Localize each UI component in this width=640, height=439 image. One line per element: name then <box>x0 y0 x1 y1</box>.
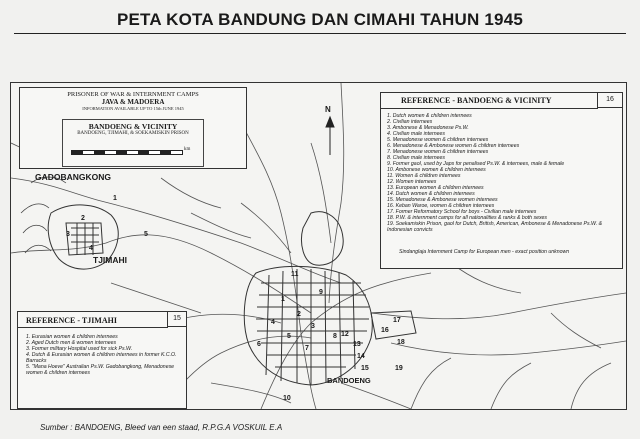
reference-tjimahi-rule <box>18 327 168 328</box>
north-arrow <box>326 117 334 155</box>
reference-item: 3. Ambonese & Menadonese Ps.W. <box>387 125 469 131</box>
map-number: 12 <box>341 331 349 338</box>
reference-item: 7. Menadonese women & children internees <box>387 149 489 155</box>
reference-item: 14. Dutch women & children internees <box>387 191 475 197</box>
reference-bandoeng-title: REFERENCE - BANDOENG & VICINITY <box>401 96 552 105</box>
road <box>191 213 251 238</box>
reference-bandoeng-list <box>387 113 615 233</box>
header-line3: INFORMATION AVAILABLE UP TO 15th JUNE 1945 <box>82 106 184 111</box>
reference-item: 11. Women & children internees <box>387 173 461 179</box>
map-number: 17 <box>393 317 401 324</box>
map-number: 18 <box>397 339 405 346</box>
road <box>161 178 221 208</box>
reference-item: 10. Ambonese women & children internees <box>387 167 486 173</box>
road <box>211 383 291 403</box>
reference-tjimahi-list <box>26 334 181 376</box>
map-number: 7 <box>305 345 309 352</box>
map-number: 2 <box>297 311 301 318</box>
reference-item: 6. Menadonese & Ambonese women & children internees <box>387 143 520 149</box>
reference-item: 1. Eurasian women & children internees <box>26 334 118 340</box>
reference-item: 16. Keban Waroe, women & children internees <box>387 203 495 209</box>
road <box>111 283 201 313</box>
map-number: 16 <box>381 327 389 334</box>
map-number: 4 <box>271 319 275 326</box>
map-number: 5 <box>144 231 148 238</box>
map-frame <box>10 82 627 410</box>
subbox-title: BANDOENG & VICINITY <box>88 122 178 131</box>
reference-bandoeng-note: Sindanglaja Internment Camp for European men - exact position unknown <box>399 249 570 255</box>
terrain <box>21 204 51 253</box>
reference-item: 3. Former military Hospital used for sick Ps.W. <box>26 346 133 352</box>
header-subbox <box>62 119 204 167</box>
map-number: 10 <box>283 395 291 402</box>
map-number: 2 <box>81 215 85 222</box>
reference-item: 4. Dutch & Eurasian women & children internees in former K.C.O. Barracks <box>26 352 177 364</box>
header-line2: JAVA & MADOERA <box>101 98 165 106</box>
map-number: 13 <box>353 341 361 348</box>
map-number: 9 <box>319 289 323 296</box>
map-number: 5 <box>287 333 291 340</box>
road <box>371 293 626 319</box>
north-label: N <box>325 105 331 114</box>
road <box>551 313 601 348</box>
map-number: 6 <box>257 341 261 348</box>
reference-item: 8. Civilian male internees <box>387 155 445 161</box>
scale-bar <box>71 150 183 155</box>
source-caption: Sumber : BANDOENG, Bleed van een staad, R.P.G.A VOSKUIL E.A <box>40 423 283 432</box>
map-number: 14 <box>357 353 365 360</box>
reference-item: 17. Former Reformatory School for boys - Civilian male internees <box>387 209 537 215</box>
road <box>411 358 451 409</box>
road <box>571 363 611 409</box>
map-number: 4 <box>89 245 93 252</box>
place-label-tjimahi: TJIMAHI <box>93 255 127 265</box>
road <box>391 341 626 355</box>
reference-item: 4. Civilian male internees <box>387 131 445 137</box>
reference-item: 5. "Mana Hoeve" Australian Ps.W. Gadobangkong, Menadonese women & children internees <box>26 364 175 376</box>
reference-item: 13. European women & children internees <box>387 185 484 191</box>
reference-item: 19. Soekamiskin Prison, gaol for Dutch, British, American, Ambonese & Menadonese Ps.W. & Indonesian convicts <box>387 221 603 233</box>
road <box>491 363 531 409</box>
reference-bandoeng-rule <box>381 108 598 109</box>
north-district <box>302 212 344 265</box>
map-number: 1 <box>113 195 117 202</box>
map-number: 15 <box>361 365 369 372</box>
tjimahi-grid <box>71 223 99 255</box>
road <box>11 178 341 283</box>
map-number: 3 <box>311 323 315 330</box>
map-number: 8 <box>333 333 337 340</box>
reference-item: 5. Menadonese women & children internees <box>387 137 489 143</box>
road <box>341 383 411 409</box>
reference-item: 18. P.W. & internment camps for all nationalities & ranks & both sexes <box>387 215 548 221</box>
scale-unit: km <box>184 147 191 152</box>
reference-bandoeng-number: 16 <box>597 93 622 108</box>
reference-item: 15. Menadonese & Ambonese women internees <box>387 197 498 203</box>
road <box>261 273 431 409</box>
legend-header-box <box>19 87 247 169</box>
title-underline <box>14 33 626 34</box>
road <box>311 143 331 243</box>
header-line1: PRISONER OF WAR & INTERNMENT CAMPS <box>67 91 199 98</box>
map-number: 19 <box>395 365 403 372</box>
reference-tjimahi-box <box>17 311 187 409</box>
page-title: PETA KOTA BANDUNG DAN CIMAHI TAHUN 1945 <box>116 10 524 29</box>
reference-bandoeng-box <box>380 92 623 269</box>
reference-item: 12. Women internees <box>387 179 437 185</box>
reference-tjimahi-number: 15 <box>167 312 186 327</box>
reference-item: 1. Dutch women & children internees <box>387 113 472 119</box>
reference-tjimahi-title: REFERENCE - TJIMAHI <box>26 316 117 325</box>
place-label-gadobangkong: GADOBANGKONG <box>35 172 112 182</box>
map-number: 1 <box>281 296 285 303</box>
reference-item: 2. Civilian internees <box>387 119 433 125</box>
subbox-line: BANDOENG, TJIMAHI, & SOEKAMISKIN PRISON <box>77 131 189 136</box>
river <box>236 113 316 409</box>
map-number: 3 <box>66 231 70 238</box>
map-number: 11 <box>291 271 299 278</box>
road <box>11 235 311 313</box>
reference-item: 9. Former gaol, used by Japs for penalised Ps.W. & internees, male & female <box>387 161 565 167</box>
reference-item: 2. Aged Dutch men & women internees <box>26 340 117 346</box>
place-label-bandoeng: BANDOENG <box>327 376 371 385</box>
